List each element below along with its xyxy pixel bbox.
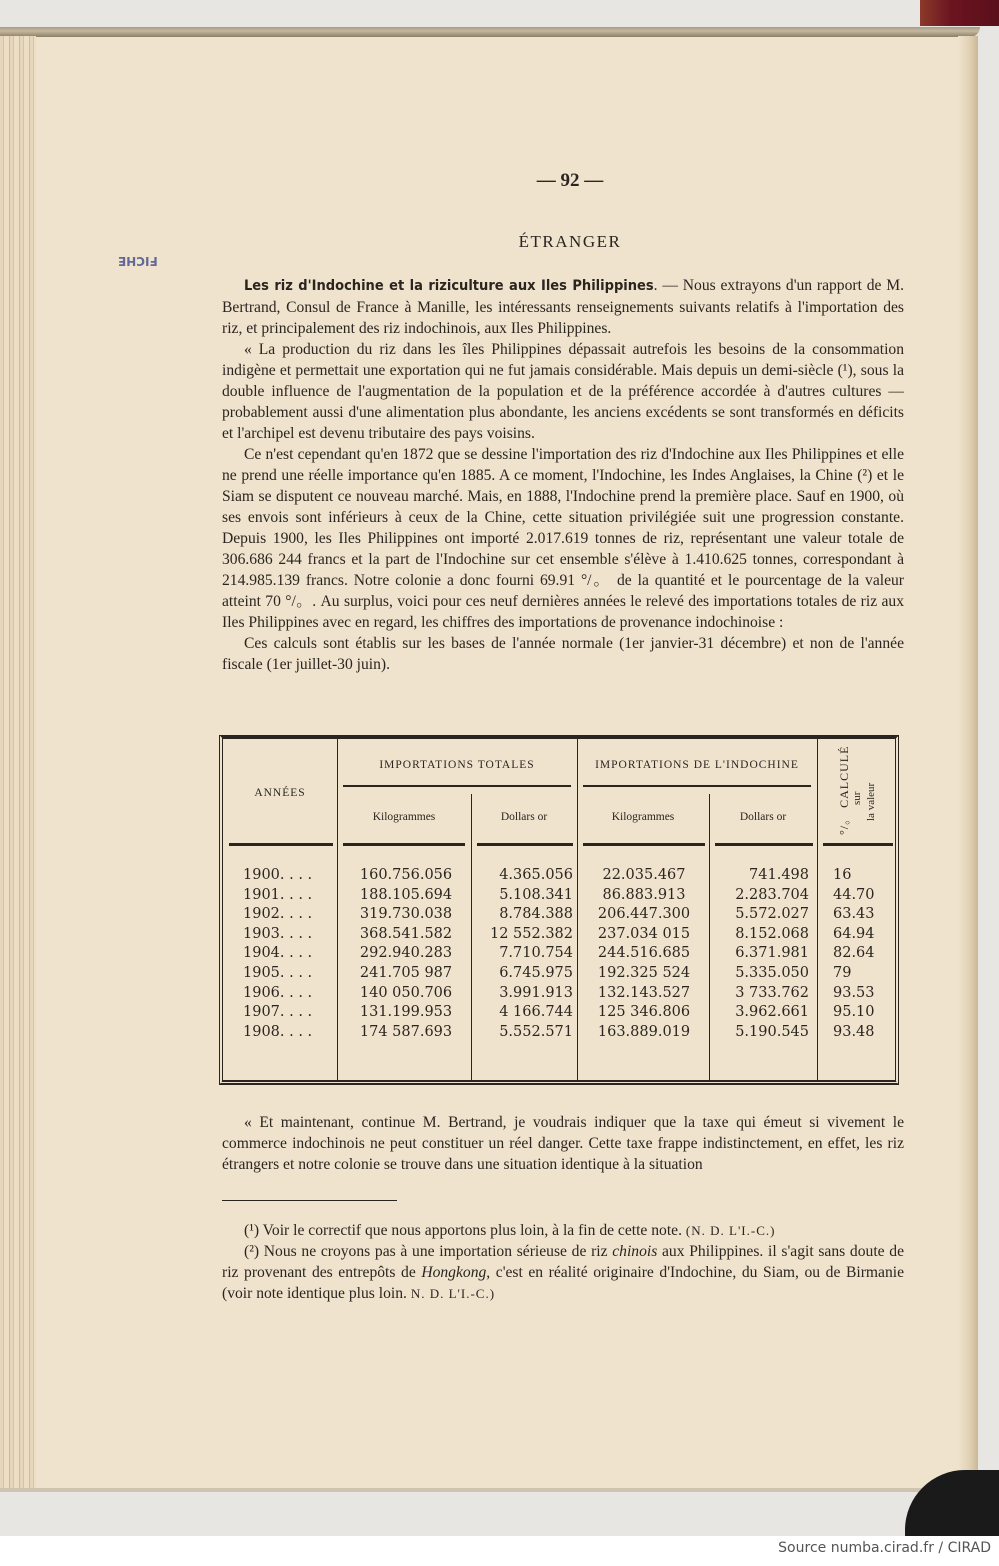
header-rule (715, 843, 813, 846)
header-rule (823, 843, 893, 846)
footnote-rule (222, 1200, 397, 1201)
header-indo-kg: Kilogrammes (611, 811, 675, 823)
header-rule (583, 843, 705, 846)
table-row: 1900. . . . 160.756.056 4.365.056 22.035.467 741.498 16 (243, 867, 852, 883)
group-rule (343, 785, 571, 787)
table-row: 1902. . . . 319.730.038 8.784.388 206.447.300 5.572.027 63.43 (243, 906, 875, 923)
article-body (222, 275, 904, 675)
table-row: 1906. . . . 140 050.706 3.991.913 132.143.527 3 733.762 93.53 (243, 984, 875, 1001)
table-row: 1905. . . . 241.705 987 6.745.975 192.325 524 5.335.050 79 (243, 964, 852, 981)
header-rule (477, 843, 573, 846)
paragraph-1: « La production du riz dans les îles Philippines dépassait autrefois les besoins de la consommation indigène et permettait une exportation qui ne fut jamais considérable. Mais depuis un demi-siècle (¹), sous la double influence de l'augmentation de la population et de la préférence accordée à d'autres cultures — probablement aussi d'une alimentation plus abondante, les anciens excédents se sont transformés en déficits et l'archipel est devenu tributaire des pays voisins. (222, 341, 904, 442)
table-body (223, 867, 895, 1043)
header-total-imports: IMPORTATIONS TOTALES (379, 759, 535, 771)
header-indochine-imports: IMPORTATIONS DE L'INDOCHINE (595, 759, 799, 771)
source-credit: Source numba.cirad.fr / CIRAD (778, 1540, 991, 1556)
header-rule (343, 843, 465, 846)
imports-table (219, 735, 899, 1085)
page-bottom-edge (0, 1488, 930, 1492)
table-row: 1907. . . . 131.199.953 4 166.744 125 346.806 3.962.661 95.10 (243, 1004, 875, 1021)
book-top-edge (0, 27, 980, 37)
header-years: ANNÉES (254, 787, 306, 799)
article-title: Les riz d'Indochine et la riziculture aux Iles Philippines (244, 278, 654, 294)
header-percent: °/。 CALCULÉ sur la valeur (837, 745, 877, 835)
paragraph-2: Ce n'est cependant qu'en 1872 que se dessine l'importation des riz d'Indochine aux Iles Philippines et elle ne prend une réelle importance qu'en 1885. A ce moment, l'Indochine, les Indes Anglaises, la Chine (²) et le Siam se disputent ce nouveau marché. Mais, en 1888, l'Indochine prend la première place. Sauf en 1900, où ses envois sont inférieurs à ceux de la Chine, cette situation privilégiée suit une progression constante. Depuis 1900, les Iles Philippines ont importé 2.017.619 tonnes de riz, représentant une valeur totale de 306.686 244 francs et la part de l'Indochine sur cet ensemble s'élève à 1.410.625 tonnes, correspondant à 214.985.139 francs. Notre colonie a donc fourni 69.91 °/。 de la quantité et le pourcentage de la valeur atteint 70 °/。. Au surplus, voici pour ces neuf dernières années le relevé des importations totales de riz aux Iles Philippines avec en regard, les chiffres des importations de provenance indochinoise : (222, 446, 904, 631)
paragraph-4: « Et maintenant, continue M. Bertrand, je voudrais indiquer que la taxe qui émeut si vivement le commerce indochinois ne peut constituer un réel danger. Cette taxe frappe indistinctement, en effet, les riz étrangers et notre colonie se trouve dans une situation identique à la situation (222, 1114, 904, 1173)
section-title: ÉTRANGER (518, 232, 622, 251)
fiche-stamp: FICHE (118, 254, 158, 268)
paragraph-3: Ces calculs sont établis sur les bases de l'année normale (1er janvier-31 décembre) et non de l'année fiscale (1er juillet-30 juin). (222, 635, 904, 673)
header-indo-dollars: Dollars or (739, 811, 787, 823)
table-row: 1908. . . . 174 587.693 5.552.571 163.889.019 5.190.545 93.48 (243, 1023, 875, 1040)
intro-paragraph (222, 275, 904, 339)
intro-text: . — Nous extrayons d'un rapport de M. Bertrand, Consul de France à Manille, les intéressants renseignements suivants relatifs à l'importation des riz, et principalement des riz indochinois, aux Iles Philippines. (222, 277, 904, 337)
header-rule (229, 843, 333, 846)
group-rule (583, 785, 811, 787)
page-leaves-left (0, 36, 36, 1491)
table-row: 1903. . . . 368.541.582 12 552.382 237.034 015 8.152.068 64.94 (243, 925, 875, 942)
footnote-1: (¹) Voir le correctif que nous apportons plus loin, à la fin de cette note. (N. D. L'I.-C.) (244, 1222, 776, 1239)
header-total-dollars: Dollars or (500, 811, 548, 823)
page-curl-right (958, 36, 978, 1486)
book-cover-corner (920, 0, 999, 26)
footnotes (222, 1220, 904, 1304)
continuation-text (222, 1112, 904, 1175)
header-total-kg: Kilogrammes (372, 811, 436, 823)
table-row: 1901. . . . 188.105.694 5.108.341 86.883.913 2.283.704 44.70 (243, 886, 875, 903)
table-row: 1904. . . . 292.940.283 7.710.754 244.516.685 6.371.981 82.64 (243, 945, 875, 962)
footnote-2: (²) Nous ne croyons pas à une importation sérieuse de riz chinois aux Philippines. il s'agit sans doute de riz provenant des entrepôts de Hongkong, c'est en réalité originaire d'Indochine, du Siam, ou de Birmanie (voir note identique plus loin. N. D. L'I.-C.) (222, 1243, 904, 1302)
page-number: — 92 — (536, 170, 604, 191)
